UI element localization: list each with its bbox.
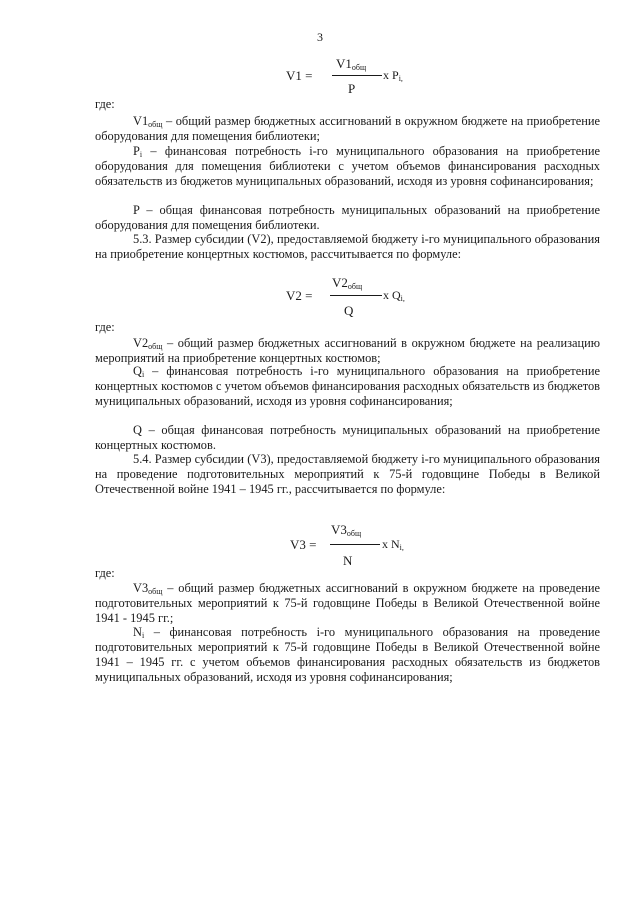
section-5-3: 5.3. Размер субсидии (V2), предоставляемой бюджету i-го муниципального образования на приобретение концертных костюмов, рассчитывается по формуле: — [95, 232, 600, 261]
definition-q: Q – общая финансовая потребность муниципальных образований на приобретение концертных костюмов. — [95, 423, 600, 452]
formula-v1 — [286, 56, 406, 102]
formula-rhs: x $Q_{i,}$ — [383, 288, 405, 303]
page-number: 3 — [317, 30, 323, 44]
formula-denominator: Q — [344, 303, 354, 318]
formula-denominator: P — [348, 81, 356, 96]
formula-lhs: V3 = — [290, 537, 317, 552]
formula-rhs: x $N_{i,}$ — [382, 537, 404, 552]
definition-p-i: $P_i$ – финансовая потребность i-го муниципального образования на приобретение оборудования для помещения библиотеки с учетом объемов финансирования расходных обязательств из бюджетов муниципальных образований, исходя из уровня софинансирования; — [95, 144, 600, 188]
formula-lhs: V1 = — [286, 68, 313, 83]
fraction-bar — [332, 75, 382, 76]
formula-v2 — [286, 275, 406, 321]
formula-numerator: $V3_{общ}$ — [331, 522, 362, 538]
formula-rhs: x $P_{i,}$ — [383, 68, 403, 83]
fraction-bar — [330, 295, 382, 296]
definition-q-i: $Q_i$ – финансовая потребность i-го муниципального образования на приобретение концертных костюмов с учетом объемов финансирования расходных обязательств из бюджетов муниципальных образований, исходя из уровня софинансирования; — [95, 364, 600, 408]
definition-p: P – общая финансовая потребность муниципальных образований на приобретение оборудования для помещения библиотеки. — [95, 203, 600, 232]
where-label: где: — [95, 97, 115, 111]
formula-v3 — [290, 522, 410, 568]
formula-numerator: $V2_{общ}$ — [332, 275, 363, 291]
section-5-4: 5.4. Размер субсидии (V3), предоставляемой бюджету i-го муниципального образования на проведение подготовительных мероприятий к 75-й годовщине Победы в Великой Отечественной войне 1941 – 1945 гг., рассчитывается по формуле: — [95, 452, 600, 496]
formula-lhs: V2 = — [286, 288, 313, 303]
where-label: где: — [95, 320, 115, 334]
definition-v1-total: $V1_{общ}$ – общий размер бюджетных ассигнований в окружном бюджете на приобретение оборудования для помещения библиотеки; — [95, 114, 600, 143]
where-label: где: — [95, 566, 115, 580]
definition-v2-total: $V2_{общ}$ – общий размер бюджетных ассигнований в окружном бюджете на реализацию мероприятий на приобретение концертных костюмов; — [95, 336, 600, 365]
fraction-bar — [330, 544, 380, 545]
formula-numerator: $V1_{общ}$ — [336, 56, 367, 72]
definition-n-i: $N_i$ – финансовая потребность i-го муниципального образования на проведение подготовительных мероприятий к 75-й годовщине Победы в Великой Отечественной войне 1941 – 1945 гг. с учетом объемов финансирования расходных обязательств из бюджетов муниципальных образований, исходя из уровня софинансирования; — [95, 625, 600, 684]
formula-denominator: N — [343, 553, 353, 568]
definition-v3-total: $V3_{общ}$ – общий размер бюджетных ассигнований в окружном бюджете на проведение подготовительных мероприятий к 75-й годовщине Победы в Великой Отечественной войне 1941 - 1945 гг.; — [95, 581, 600, 625]
